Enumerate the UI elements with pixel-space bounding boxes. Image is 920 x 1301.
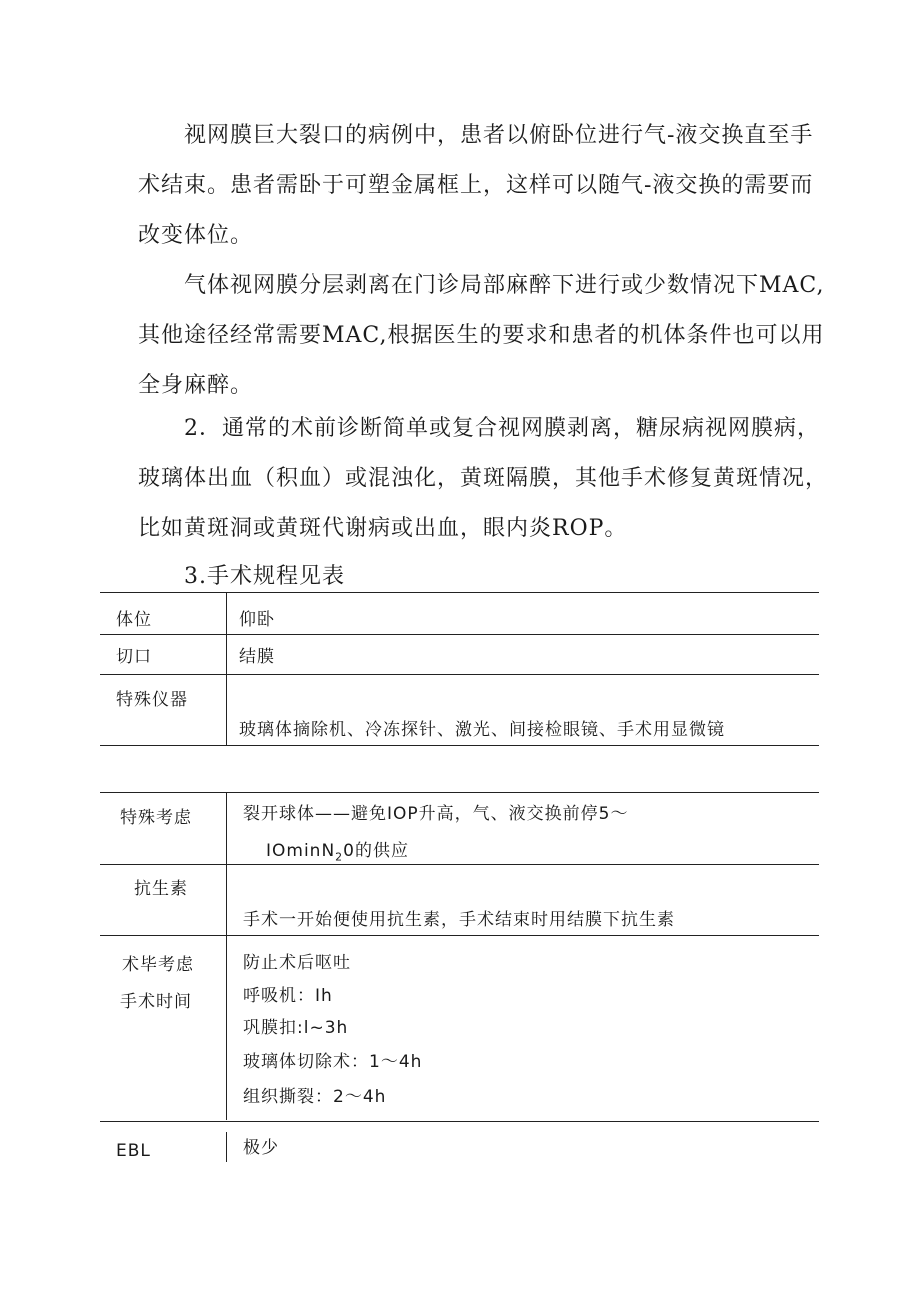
special-considerations-line-1: 裂开球体——避免IOP升高，气、液交换前停5～ xyxy=(243,804,629,824)
table-rule xyxy=(100,674,819,675)
duration-item: 玻璃体切除术：1～4h xyxy=(243,1052,423,1072)
table-rule xyxy=(100,935,819,936)
incision-label: 切口 xyxy=(116,647,152,667)
table-rule xyxy=(100,745,819,746)
table-column-divider xyxy=(226,792,227,1120)
table-rule xyxy=(100,634,819,635)
special-line-2-subscript: 2 xyxy=(335,850,344,864)
post-op-value: 防止术后呕吐 xyxy=(243,953,351,973)
post-op-label: 术毕考虑 xyxy=(122,955,194,975)
duration-label: 手术时间 xyxy=(120,992,192,1012)
duration-item: 巩膜扣:l~3h xyxy=(243,1018,349,1038)
duration-item: 呼吸机：Ih xyxy=(243,986,333,1006)
duration-item: 组织撕裂：2～4h xyxy=(243,1087,387,1107)
table-rule xyxy=(100,592,819,593)
antibiotics-label: 抗生素 xyxy=(134,879,188,899)
paragraph-2: 气体视网膜分层剥离在门诊局部麻醉下进行或少数情况下MAC,其他途径经常需要MAC,根据医生的要求和患者的机体条件也可以用全身麻醉。 xyxy=(138,273,825,398)
section-heading: 3.手术规程见表 xyxy=(184,564,345,589)
instruments-label: 特殊仪器 xyxy=(116,690,188,710)
ebl-value: 极少 xyxy=(243,1138,279,1158)
table-rule xyxy=(100,1121,819,1122)
paragraph-3: 2．通常的术前诊断简单或复合视网膜剥离，糖尿病视网膜病，玻璃体出血（积血）或混浊化，黄斑隔膜，其他手术修复黄斑情况，比如黄斑洞或黄斑代谢病或出血，眼内炎ROP。 xyxy=(138,416,829,541)
incision-value: 结膜 xyxy=(239,647,275,667)
special-line-2-suffix: 0的供应 xyxy=(343,841,409,861)
table-rule xyxy=(100,864,819,865)
special-considerations-label: 特殊考虑 xyxy=(120,808,192,828)
antibiotics-value: 手术一开始便使用抗生素，手术结束时用结膜下抗生素 xyxy=(243,910,675,930)
table-rule xyxy=(100,792,819,793)
ebl-label: EBL xyxy=(116,1141,151,1161)
position-label: 体位 xyxy=(116,610,152,630)
table-column-divider xyxy=(226,1132,227,1162)
special-considerations-line-2 xyxy=(266,839,409,869)
instruments-value: 玻璃体摘除机、冷冻探针、激光、间接检眼镜、手术用显微镜 xyxy=(239,720,725,740)
position-value: 仰卧 xyxy=(239,610,275,630)
table-column-divider xyxy=(226,592,227,745)
paragraph-1: 视网膜巨大裂口的病例中，患者以俯卧位进行气-液交换直至手术结束。患者需卧于可塑金属框上，这样可以随气-液交换的需要而改变体位。 xyxy=(138,123,814,248)
special-line-2-prefix: IOminN xyxy=(266,841,336,861)
